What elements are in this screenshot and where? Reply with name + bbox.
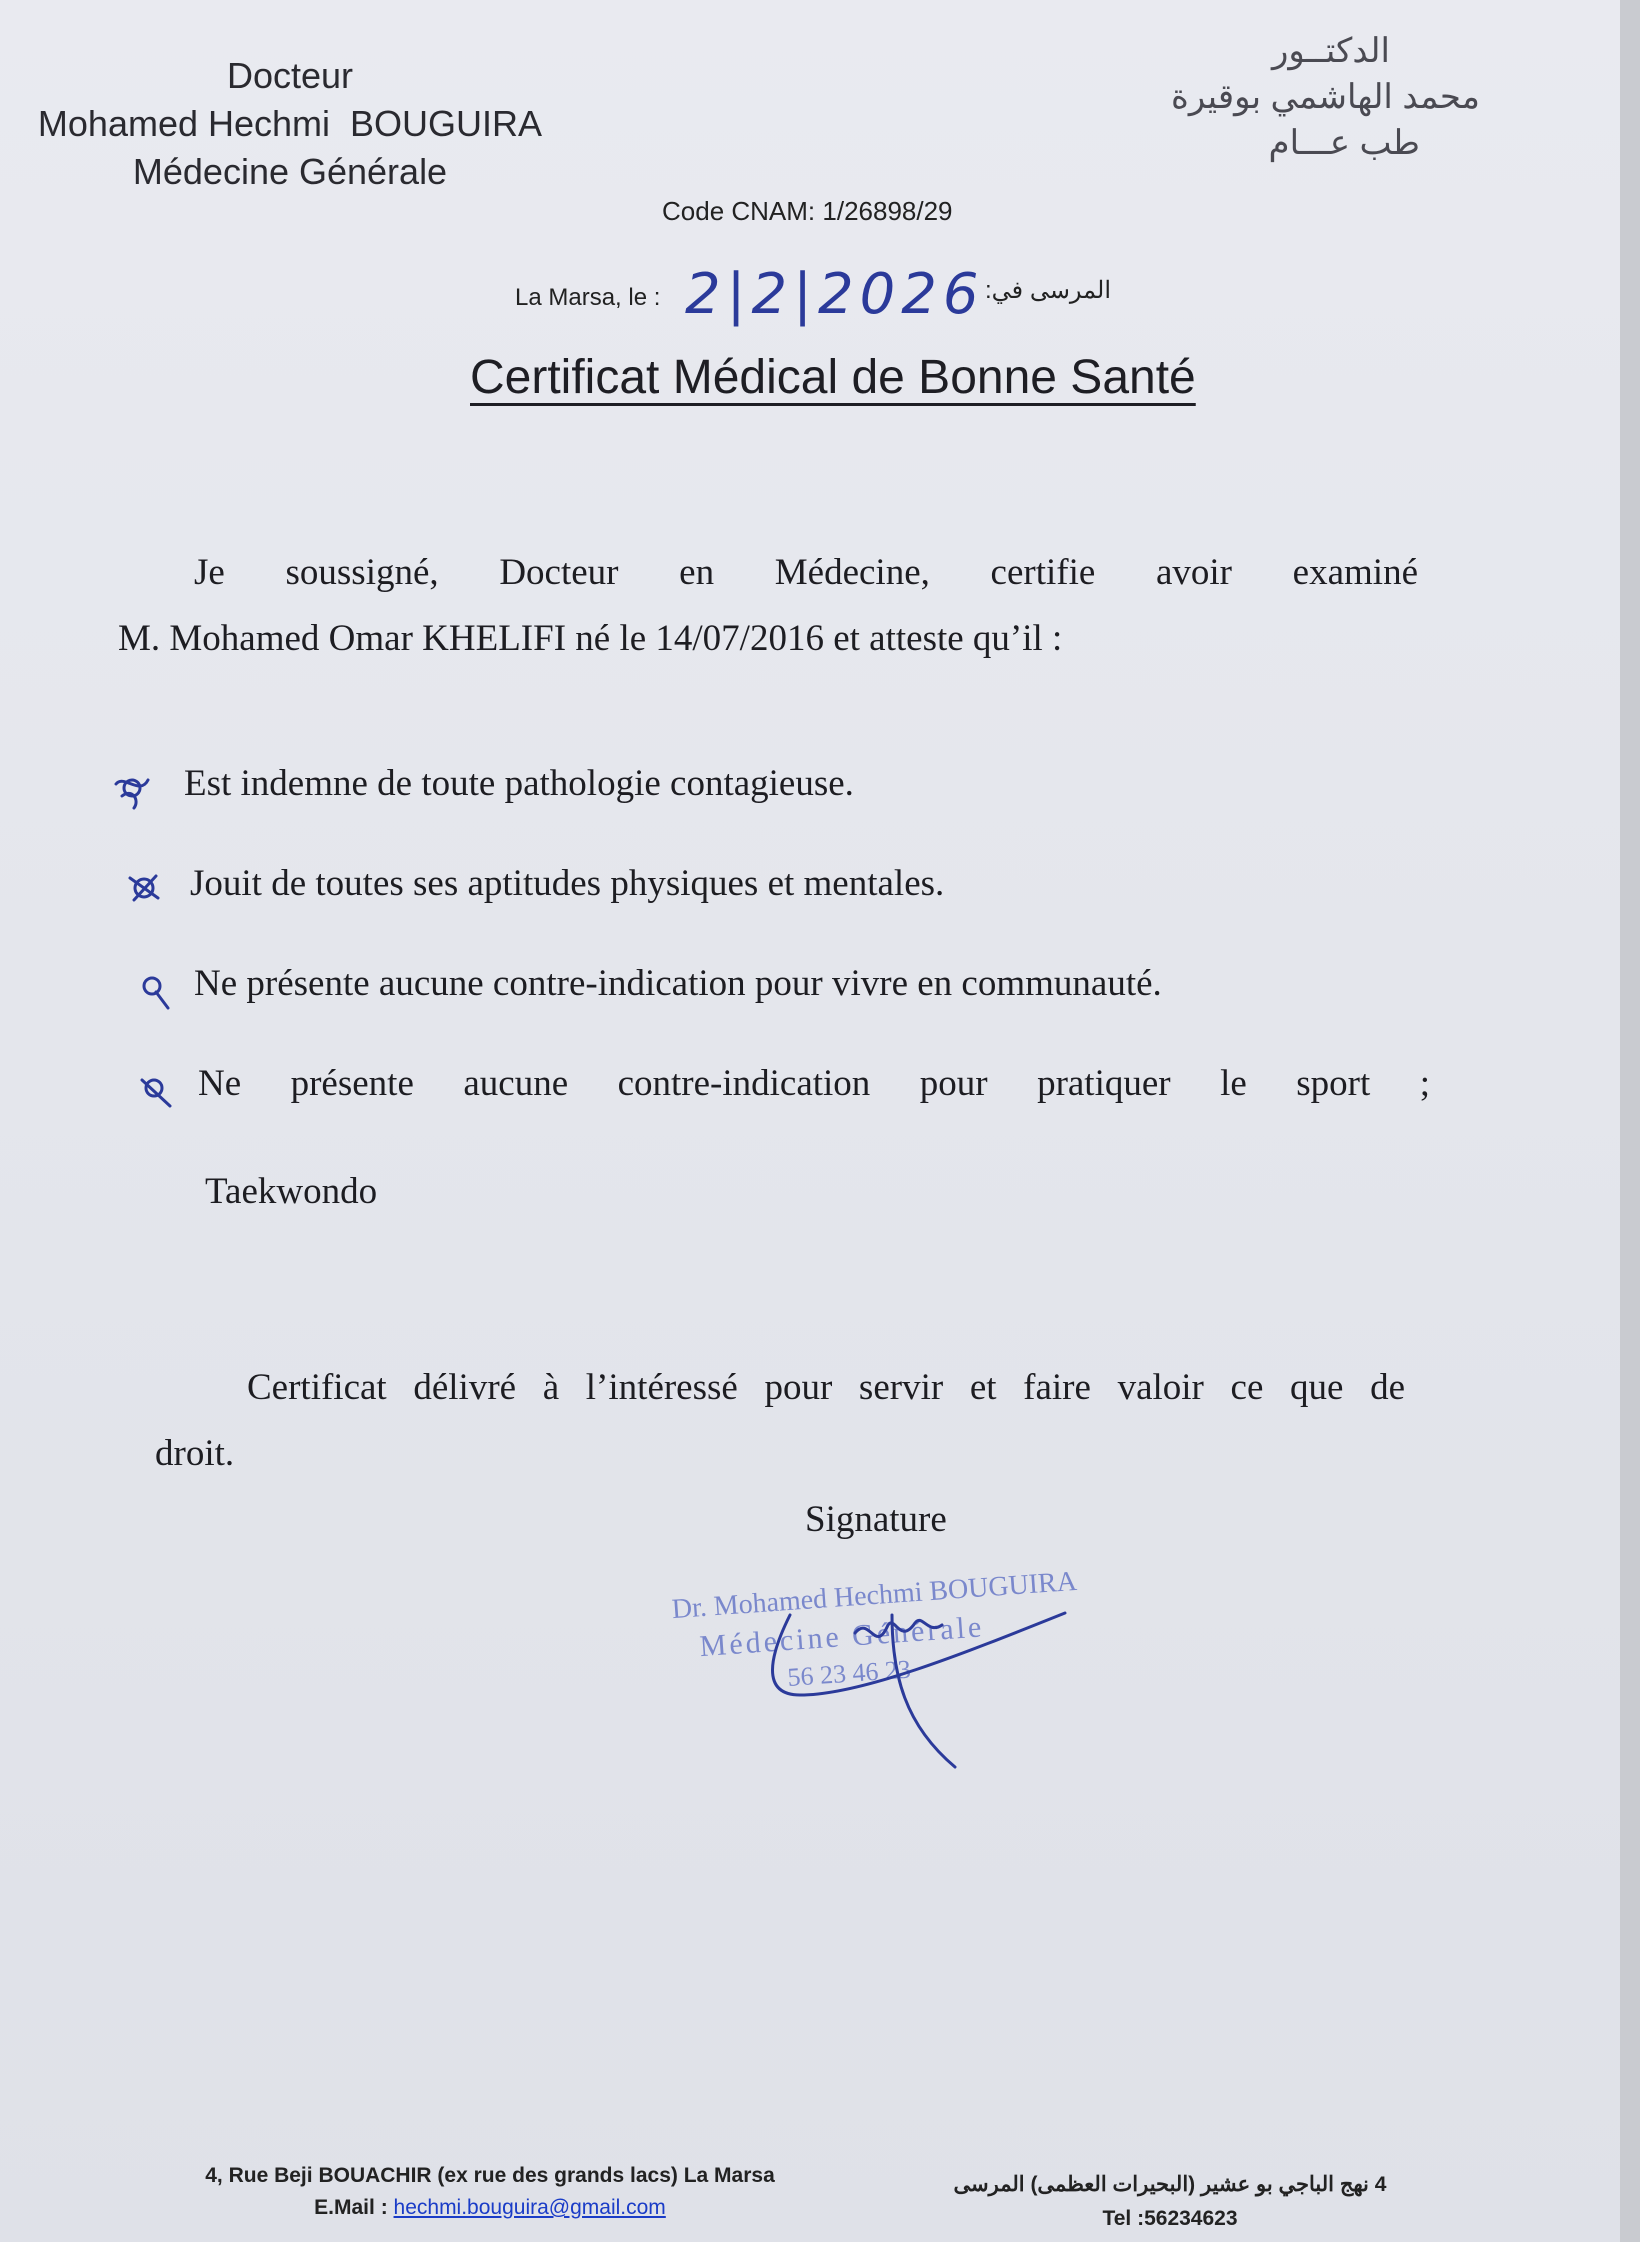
cnam-code: Code CNAM: 1/26898/29 bbox=[662, 196, 953, 226]
doctor-specialty-ar: طب عـــام bbox=[1268, 124, 1420, 162]
handwritten-check-icon bbox=[110, 766, 158, 814]
list-item bbox=[110, 862, 1430, 922]
footer-address bbox=[170, 2160, 810, 2224]
stamp-line-3: 56 23 46 23 bbox=[786, 1654, 912, 1693]
page-title: Certificat Médical de Bonne Santé bbox=[470, 351, 1196, 404]
handwritten-check-icon bbox=[122, 866, 170, 914]
date-value: 2|2|2026 bbox=[685, 262, 985, 327]
footer-address-fr: 4, Rue Beji BOUACHIR (ex rue des grands lacs) La Marsa bbox=[205, 2164, 775, 2187]
date-label: La Marsa, le : bbox=[515, 284, 661, 311]
footer-tel: Tel :56234623 bbox=[1102, 2207, 1238, 2230]
intro-paragraph bbox=[118, 540, 1418, 672]
date-label-ar: المرسى في: bbox=[985, 277, 1112, 304]
handwritten-check-icon bbox=[134, 1066, 182, 1114]
footer-email-row bbox=[170, 2192, 810, 2224]
item-text: Ne présente aucune contre-indication pour pratiquer le sport ; bbox=[198, 1063, 1430, 1104]
signature-label: Signature bbox=[805, 1499, 947, 1540]
closing-line-1: Certificat délivré à l’intéressé pour servir et faire valoir ce que de bbox=[247, 1367, 1405, 1408]
sport-name: Taekwondo bbox=[205, 1171, 378, 1212]
doctor-name-ar: محمد الهاشمي بوقيرة bbox=[1171, 78, 1480, 116]
closing-paragraph bbox=[155, 1355, 1405, 1487]
intro-line-1: Je soussigné, Docteur en Médecine, certifie avoir examiné bbox=[194, 552, 1418, 593]
item-text: Jouit de toutes ses aptitudes physiques et mentales. bbox=[190, 863, 945, 904]
email-link[interactable]: hechmi.bouguira@gmail.com bbox=[393, 2196, 666, 2219]
date-row bbox=[515, 262, 1115, 332]
list-item bbox=[110, 962, 1430, 1022]
doctor-stamp-signature bbox=[660, 1545, 1090, 1775]
header-title-ar: الدكتــور bbox=[1271, 32, 1390, 70]
footer-address-ar: 4 نهج الباجي بو عشير (البحيرات العظمى) المرسى bbox=[953, 2173, 1387, 2196]
item-text: Est indemne de toute pathologie contagieuse. bbox=[184, 763, 854, 804]
list-item bbox=[110, 762, 1430, 822]
footer-address-ar-block bbox=[920, 2168, 1420, 2236]
handwritten-check-icon bbox=[132, 966, 180, 1014]
stamp-line-1: Dr. Mohamed Hechmi BOUGUIRA bbox=[670, 1565, 1078, 1626]
item-text: Ne présente aucune contre-indication pour vivre en communauté. bbox=[194, 963, 1162, 1004]
header-title: Docteur bbox=[226, 55, 354, 96]
doctor-name: Mohamed Hechmi BOUGUIRA bbox=[37, 103, 543, 144]
doctor-specialty: Médecine Générale bbox=[132, 151, 448, 192]
stamp-line-2: Médecine Générale bbox=[698, 1610, 986, 1664]
doctor-header-fr bbox=[30, 52, 550, 196]
list-item bbox=[110, 1062, 1430, 1122]
intro-line-2: M. Mohamed Omar KHELIFI né le 14/07/2016 et atteste qu’il : bbox=[118, 618, 1063, 659]
email-label: E.Mail : bbox=[314, 2196, 388, 2219]
doctor-header-ar bbox=[1160, 28, 1480, 166]
closing-line-2: droit. bbox=[155, 1433, 235, 1474]
